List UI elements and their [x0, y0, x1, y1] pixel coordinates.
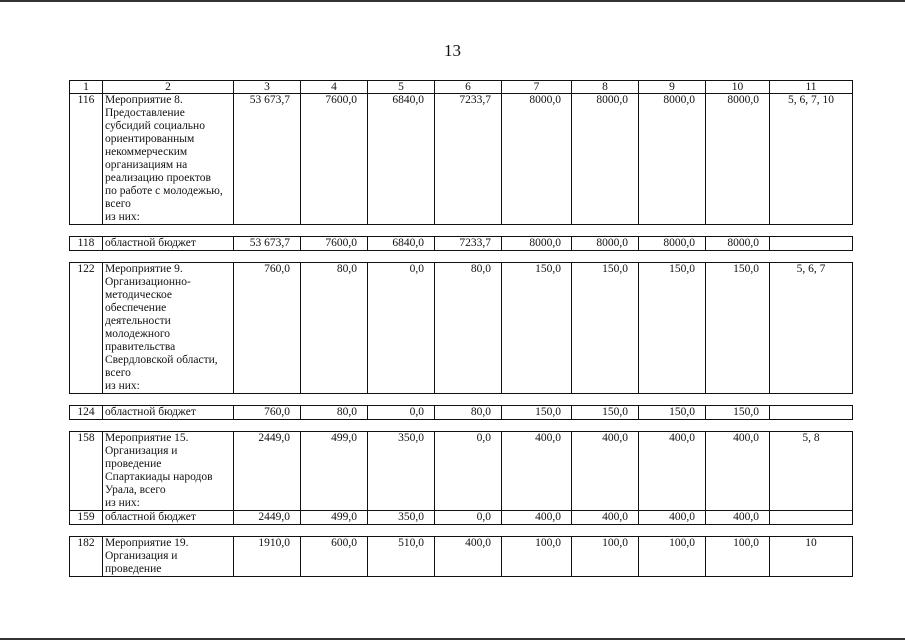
value-cell: 2449,0 — [234, 511, 301, 525]
value-cell: 0,0 — [435, 511, 502, 525]
row-number: 124 — [70, 406, 103, 420]
row-number: 116 — [70, 94, 103, 225]
value-cell: 80,0 — [435, 263, 502, 394]
value-cell: 8000,0 — [572, 237, 639, 251]
column-header: 3 — [234, 81, 301, 94]
value-cell: 350,0 — [368, 511, 435, 525]
value-cell: 6840,0 — [368, 237, 435, 251]
description-line: Мероприятие 9. — [105, 263, 183, 275]
description-line: из них: — [105, 211, 140, 223]
description-line: обеспечение — [105, 302, 167, 314]
value-cell: 2449,0 — [234, 432, 301, 511]
value-cell: 8000,0 — [706, 94, 770, 225]
row-number: 182 — [70, 537, 103, 577]
value-cell: 7233,7 — [435, 237, 502, 251]
row-spacer — [70, 525, 853, 537]
description-line: Спартакиады народов — [105, 471, 213, 483]
description-line: правительства — [105, 341, 176, 353]
description-line: проведение — [105, 563, 162, 575]
row-description — [103, 94, 234, 225]
target-indicators-cell: 5, 6, 7 — [770, 263, 853, 394]
value-cell: 100,0 — [502, 537, 572, 577]
value-cell: 7233,7 — [435, 94, 502, 225]
value-cell: 400,0 — [706, 432, 770, 511]
table-row — [70, 406, 853, 420]
row-description — [103, 511, 234, 525]
spacer-cell — [70, 394, 853, 406]
value-cell: 600,0 — [301, 537, 368, 577]
row-number: 118 — [70, 237, 103, 251]
description-line: молодежного — [105, 328, 171, 340]
value-cell: 760,0 — [234, 263, 301, 394]
value-cell: 400,0 — [435, 537, 502, 577]
value-cell: 499,0 — [301, 511, 368, 525]
table-row — [70, 237, 853, 251]
value-cell: 1910,0 — [234, 537, 301, 577]
description-line: областной бюджет — [105, 406, 196, 418]
description-line: Организационно- — [105, 276, 191, 288]
description-line: Организация и — [105, 550, 178, 562]
value-cell: 400,0 — [572, 511, 639, 525]
table-row — [70, 263, 853, 394]
row-spacer — [70, 394, 853, 406]
description-line: Урала, всего — [105, 484, 166, 496]
target-indicators-cell: 5, 8 — [770, 432, 853, 511]
description-line: проведение — [105, 458, 162, 470]
value-cell: 53 673,7 — [234, 237, 301, 251]
table-row — [70, 94, 853, 225]
spacer-cell — [70, 251, 853, 263]
column-header: 5 — [368, 81, 435, 94]
description-line: некоммерческим — [105, 146, 188, 158]
description-line: ориентированным — [105, 133, 195, 145]
row-description — [103, 406, 234, 420]
table-row — [70, 511, 853, 525]
description-line: методическое — [105, 289, 172, 301]
value-cell: 8000,0 — [572, 94, 639, 225]
column-header: 7 — [502, 81, 572, 94]
value-cell: 150,0 — [572, 406, 639, 420]
header-row — [70, 81, 853, 94]
column-header: 8 — [572, 81, 639, 94]
target-indicators-cell — [770, 237, 853, 251]
value-cell: 8000,0 — [706, 237, 770, 251]
row-description — [103, 263, 234, 394]
target-indicators-cell — [770, 511, 853, 525]
row-spacer — [70, 251, 853, 263]
column-header: 6 — [435, 81, 502, 94]
description-line: реализацию проектов — [105, 172, 211, 184]
value-cell: 7600,0 — [301, 94, 368, 225]
description-line: деятельности — [105, 315, 171, 327]
budget-table — [69, 80, 853, 577]
value-cell: 80,0 — [435, 406, 502, 420]
target-indicators-cell — [770, 406, 853, 420]
description-line: всего — [105, 367, 131, 379]
value-cell: 350,0 — [368, 432, 435, 511]
spacer-cell — [70, 225, 853, 237]
value-cell: 150,0 — [706, 406, 770, 420]
value-cell: 150,0 — [639, 406, 706, 420]
table-row — [70, 432, 853, 511]
description-line: организациям на — [105, 159, 188, 171]
description-line: областной бюджет — [105, 237, 196, 249]
value-cell: 80,0 — [301, 406, 368, 420]
description-line: Мероприятие 15. — [105, 432, 189, 444]
value-cell: 510,0 — [368, 537, 435, 577]
description-line: Мероприятие 19. — [105, 537, 189, 549]
description-line: Свердловской области, — [105, 354, 218, 366]
row-number: 122 — [70, 263, 103, 394]
description-line: Мероприятие 8. — [105, 94, 183, 106]
value-cell: 400,0 — [502, 432, 572, 511]
value-cell: 6840,0 — [368, 94, 435, 225]
value-cell: 7600,0 — [301, 237, 368, 251]
target-indicators-cell: 10 — [770, 537, 853, 577]
description-line: по работе с молодежью, — [105, 185, 223, 197]
description-line: Предоставление — [105, 107, 185, 119]
description-line: из них: — [105, 380, 140, 392]
value-cell: 400,0 — [639, 432, 706, 511]
value-cell: 53 673,7 — [234, 94, 301, 225]
description-line: из них: — [105, 497, 140, 509]
value-cell: 100,0 — [639, 537, 706, 577]
table-row — [70, 537, 853, 577]
value-cell: 100,0 — [572, 537, 639, 577]
value-cell: 100,0 — [706, 537, 770, 577]
page-number: 13 — [444, 41, 461, 60]
spacer-cell — [70, 525, 853, 537]
scan-edge-top — [0, 0, 905, 2]
value-cell: 8000,0 — [502, 94, 572, 225]
row-spacer — [70, 420, 853, 432]
value-cell: 8000,0 — [639, 94, 706, 225]
description-line: субсидий социально — [105, 120, 205, 132]
value-cell: 8000,0 — [502, 237, 572, 251]
value-cell: 400,0 — [639, 511, 706, 525]
value-cell: 80,0 — [301, 263, 368, 394]
table-body — [70, 81, 853, 577]
value-cell: 0,0 — [435, 432, 502, 511]
value-cell: 0,0 — [368, 406, 435, 420]
value-cell: 150,0 — [572, 263, 639, 394]
target-indicators-cell: 5, 6, 7, 10 — [770, 94, 853, 225]
description-line: всего — [105, 198, 131, 210]
column-header: 10 — [706, 81, 770, 94]
row-description — [103, 237, 234, 251]
row-number: 159 — [70, 511, 103, 525]
row-description — [103, 432, 234, 511]
value-cell: 760,0 — [234, 406, 301, 420]
description-line: Организация и — [105, 445, 178, 457]
value-cell: 400,0 — [572, 432, 639, 511]
value-cell: 150,0 — [502, 406, 572, 420]
row-spacer — [70, 225, 853, 237]
value-cell: 150,0 — [502, 263, 572, 394]
value-cell: 8000,0 — [639, 237, 706, 251]
value-cell: 499,0 — [301, 432, 368, 511]
column-header: 1 — [70, 81, 103, 94]
column-header: 2 — [103, 81, 234, 94]
column-header: 9 — [639, 81, 706, 94]
value-cell: 0,0 — [368, 263, 435, 394]
value-cell: 150,0 — [706, 263, 770, 394]
description-line: областной бюджет — [105, 511, 196, 523]
row-description — [103, 537, 234, 577]
value-cell: 150,0 — [639, 263, 706, 394]
row-number: 158 — [70, 432, 103, 511]
value-cell: 400,0 — [706, 511, 770, 525]
column-header: 11 — [770, 81, 853, 94]
column-header: 4 — [301, 81, 368, 94]
spacer-cell — [70, 420, 853, 432]
value-cell: 400,0 — [502, 511, 572, 525]
